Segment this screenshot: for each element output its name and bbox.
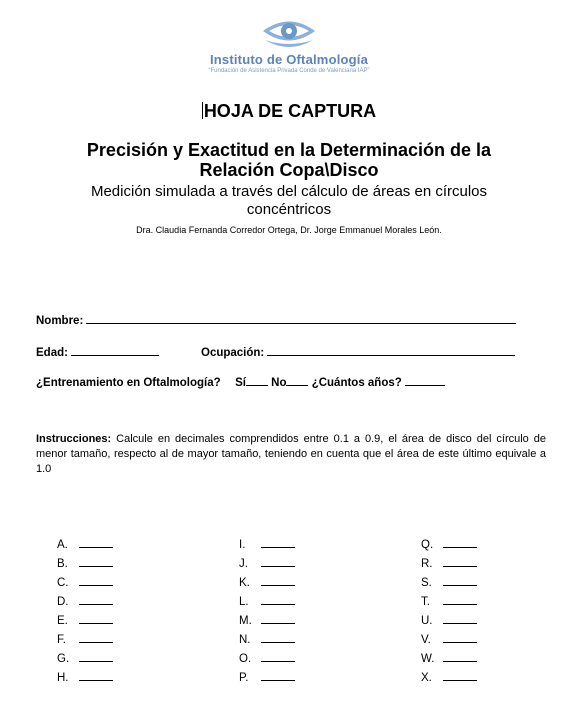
answer-label: P. [239, 672, 249, 684]
no-field[interactable] [286, 374, 308, 386]
answer-row [239, 610, 295, 629]
answer-field[interactable] [443, 572, 477, 586]
institute-logo [0, 18, 578, 74]
foundation-name: “Fundación de Asistencia Privada Conde de Valenciana IAP” [208, 68, 370, 74]
answer-row [239, 667, 295, 686]
instructions-text: Calcule en decimales comprendidos entre 0.1 a 0.9, el área de disco del círculo de menor tamaño, respecto al de mayor tamaño, teniendo en cuenta que el área de este último equivale a 1.0 [36, 433, 546, 475]
answer-row [57, 534, 113, 553]
answer-label: X. [421, 672, 432, 684]
nombre-row [36, 312, 516, 327]
edad-row [36, 344, 159, 359]
answers-column-3 [421, 534, 477, 686]
ocupacion-label: Ocupación: [201, 347, 265, 359]
answer-field[interactable] [443, 591, 477, 605]
answer-field[interactable] [261, 553, 295, 567]
anos-field[interactable] [405, 374, 445, 386]
answer-row [421, 591, 477, 610]
answer-row [57, 572, 113, 591]
answer-row [421, 667, 477, 686]
answer-field[interactable] [443, 534, 477, 548]
answer-label: O. [239, 653, 252, 665]
answer-row [239, 553, 295, 572]
answer-field[interactable] [261, 610, 295, 624]
answer-label: H. [57, 672, 69, 684]
answer-field[interactable] [261, 572, 295, 586]
answer-row [421, 629, 477, 648]
answer-field[interactable] [261, 591, 295, 605]
entrenamiento-label: ¿Entrenamiento en Oftalmología? [36, 377, 221, 389]
answer-field[interactable] [261, 667, 295, 681]
answer-label: A. [57, 539, 68, 551]
answer-label: C. [57, 577, 69, 589]
text-cursor [202, 102, 203, 119]
answer-label: V. [421, 634, 431, 646]
answer-field[interactable] [79, 591, 113, 605]
answer-row [239, 591, 295, 610]
answer-field[interactable] [443, 648, 477, 662]
answer-label: T. [421, 596, 430, 608]
answer-field[interactable] [261, 629, 295, 643]
answer-field[interactable] [79, 572, 113, 586]
instructions-label: Instrucciones: [36, 433, 112, 445]
page-title [0, 101, 578, 122]
answer-row [57, 610, 113, 629]
answer-label: D. [57, 596, 69, 608]
answer-label: S. [421, 577, 432, 589]
answer-row [239, 629, 295, 648]
answer-field[interactable] [79, 667, 113, 681]
answer-row [57, 553, 113, 572]
answer-field[interactable] [443, 553, 477, 567]
edad-label: Edad: [36, 347, 68, 359]
answer-label: R. [421, 558, 433, 570]
answer-row [421, 572, 477, 591]
edad-field[interactable] [71, 344, 159, 356]
answer-label: W. [421, 653, 435, 665]
answers-column-1 [57, 534, 113, 686]
instructions [36, 432, 546, 477]
answer-row [57, 629, 113, 648]
answer-field[interactable] [79, 610, 113, 624]
answer-row [421, 610, 477, 629]
answer-label: N. [239, 634, 251, 646]
answer-row [57, 648, 113, 667]
answer-label: G. [57, 653, 70, 665]
answer-row [239, 534, 295, 553]
ocupacion-row [201, 344, 515, 359]
answer-row [239, 572, 295, 591]
answer-label: M. [239, 615, 252, 627]
document-heading: Precisión y Exactitud en la Determinación de la Relación Copa\Disco [86, 140, 492, 180]
eye-logo-icon [259, 18, 319, 50]
answer-row [421, 648, 477, 667]
answer-label: J. [239, 558, 248, 570]
answer-row [57, 667, 113, 686]
answers-column-2 [239, 534, 295, 686]
answer-label: U. [421, 615, 433, 627]
anos-label: ¿Cuántos años? [311, 377, 402, 389]
answer-row [421, 534, 477, 553]
answer-field[interactable] [443, 667, 477, 681]
answer-label: Q. [421, 539, 434, 551]
answer-field[interactable] [261, 534, 295, 548]
answer-label: L. [239, 596, 249, 608]
answer-row [239, 648, 295, 667]
answer-label: K. [239, 577, 250, 589]
answer-row [57, 591, 113, 610]
answer-label: B. [57, 558, 68, 570]
answer-field[interactable] [443, 629, 477, 643]
entrenamiento-row [36, 374, 445, 389]
page-title-text: HOJA DE CAPTURA [203, 101, 377, 121]
nombre-field[interactable] [86, 312, 516, 324]
answer-field[interactable] [79, 629, 113, 643]
si-label: Sí [235, 377, 246, 389]
institute-name: Instituto de Oftalmología [209, 52, 369, 67]
ocupacion-field[interactable] [267, 344, 515, 356]
answer-field[interactable] [79, 534, 113, 548]
answer-field[interactable] [261, 648, 295, 662]
document-authors: Dra. Claudia Fernanda Corredor Ortega, Dr. Jorge Emmanuel Morales León. [136, 225, 442, 235]
answer-label: I. [239, 539, 246, 551]
answer-label: E. [57, 615, 68, 627]
nombre-label: Nombre: [36, 315, 84, 327]
answer-row [421, 553, 477, 572]
si-field[interactable] [246, 374, 268, 386]
answer-label: F. [57, 634, 66, 646]
no-label: No [271, 377, 287, 389]
document-subtitle: Medición simulada a través del cálculo de áreas en círculos concéntricos [90, 183, 488, 218]
answer-field[interactable] [443, 610, 477, 624]
answer-field[interactable] [79, 648, 113, 662]
answer-field[interactable] [79, 553, 113, 567]
